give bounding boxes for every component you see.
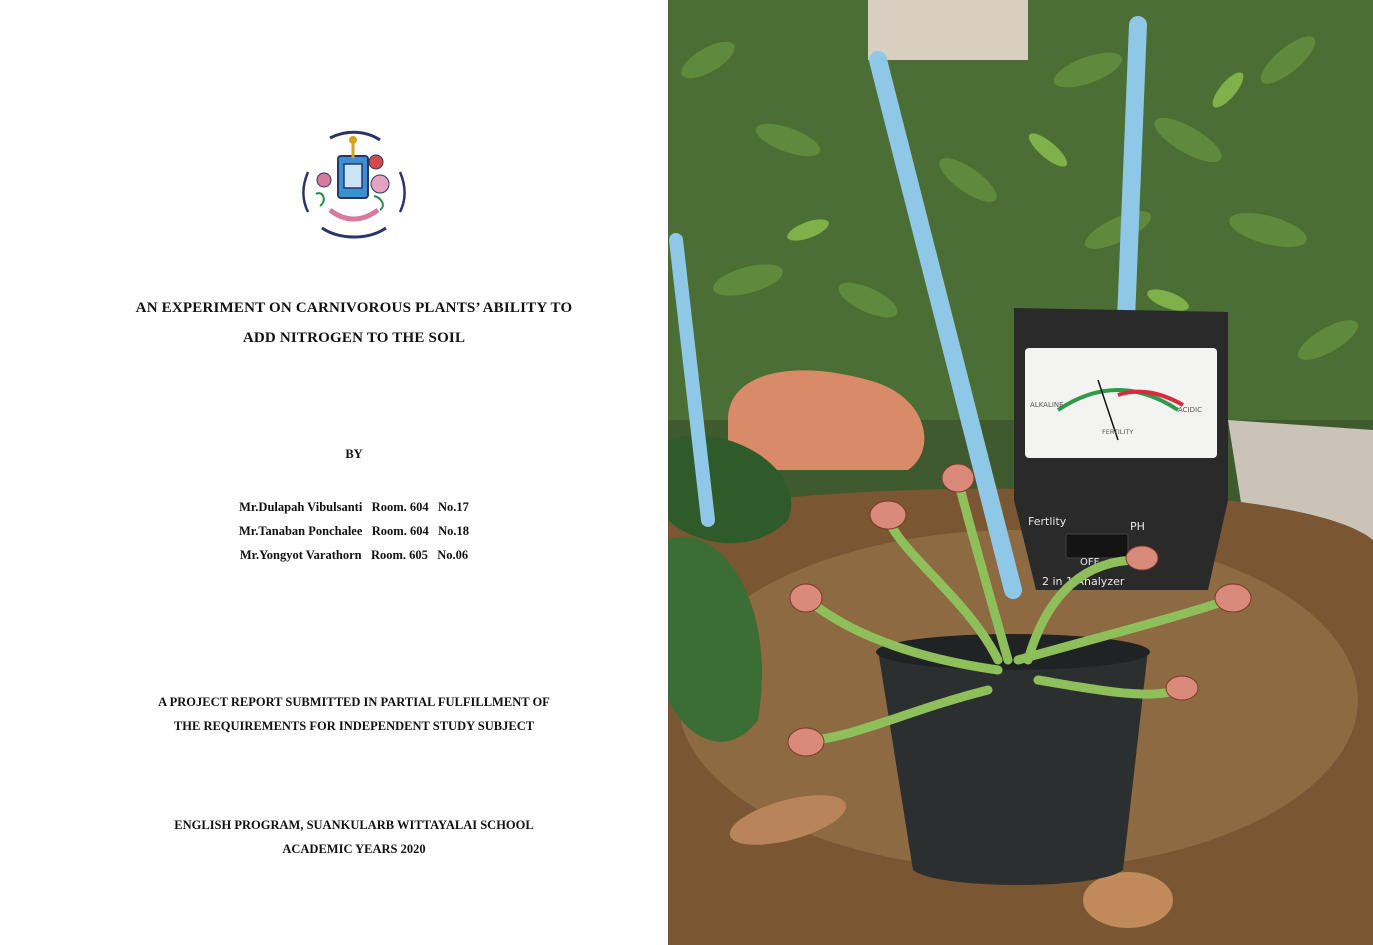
emblem-crown-top — [349, 136, 357, 144]
emblem-book-panel — [344, 164, 362, 188]
author-line-1: Mr.Dulapah Vibulsanti Room. 604 No.17 — [239, 500, 469, 514]
meter-brand-label: 2 in 1 Analyzer — [1042, 575, 1125, 588]
emblem-leaf-left — [316, 193, 324, 206]
meter-ph-label: PH — [1130, 520, 1145, 533]
submission-line-2: THE REQUIREMENTS FOR INDEPENDENT STUDY SUBJECT — [173, 719, 535, 733]
academic-year-line: ACADEMIC YEARS 2020 — [282, 842, 426, 856]
emblem-rose-red — [369, 155, 383, 169]
program-line: ENGLISH PROGRAM, SUANKULARB WITTAYALAI SCHOOL — [174, 818, 534, 832]
plant-pot — [878, 650, 1148, 885]
author-line-3: Mr.Yongyot Varathorn Room. 605 No.06 — [239, 548, 469, 562]
meter-scale-right: ACIDIC — [1178, 406, 1202, 414]
emblem-bottom-scroll — [322, 228, 386, 237]
meter-switch — [1066, 534, 1128, 558]
title-line-1: AN EXPERIMENT ON CARNIVOROUS PLANTS’ ABILITY TO — [135, 300, 573, 316]
title-line-2: ADD NITROGEN TO THE SOIL — [242, 330, 466, 346]
meter-scale-left: ALKALINE — [1030, 401, 1064, 409]
by-label: BY — [345, 447, 363, 461]
author-line-2: Mr.Tanaban Ponchalee Room. 604 No.18 — [239, 524, 469, 538]
meter-scale-mid: FERTILITY — [1102, 428, 1134, 436]
cover-page — [0, 0, 668, 945]
meter-off-label: OFF — [1080, 557, 1100, 568]
emblem-flower-left — [317, 173, 331, 187]
emblem-left-bracket — [304, 172, 309, 212]
emblem-leaf-right — [374, 196, 383, 210]
submission-line-1: A PROJECT REPORT SUBMITTED IN PARTIAL FULFILLMENT OF — [158, 695, 550, 709]
wall-patch — [868, 0, 1028, 60]
cover-photo — [668, 0, 1373, 945]
meter-fertility-label: Fertlity — [1028, 515, 1067, 528]
emblem-right-bracket — [400, 172, 405, 212]
emblem-rose-pink — [371, 175, 389, 193]
plant-photo-illustration — [668, 0, 1373, 945]
school-emblem — [300, 128, 408, 246]
emblem-ribbon — [330, 210, 378, 219]
probe-right — [1126, 25, 1138, 320]
dry-leaf-2 — [1083, 872, 1173, 928]
